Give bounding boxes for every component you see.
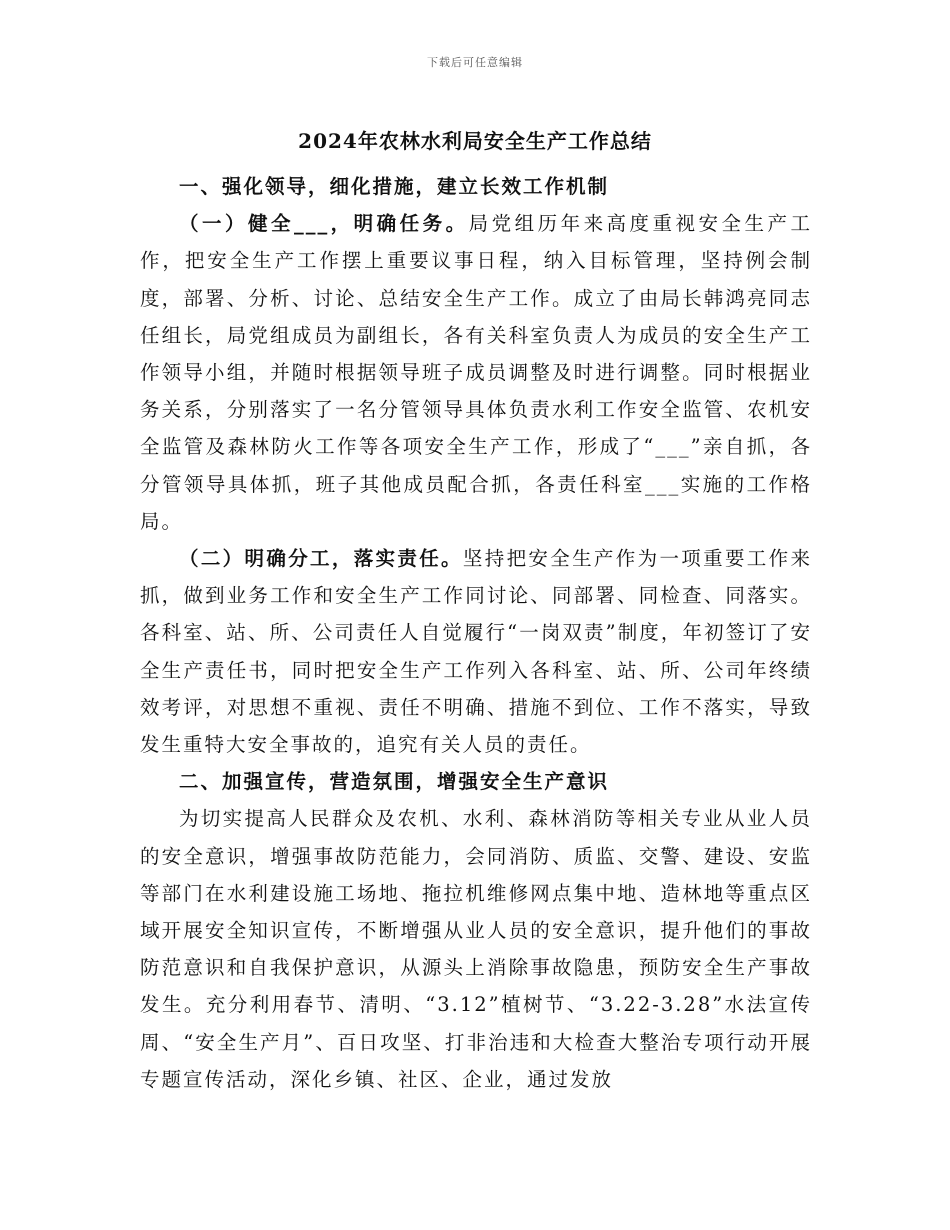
- document-body: [140, 168, 812, 1098]
- page-header-note: 下载后可任意编辑: [427, 56, 523, 69]
- paragraph-text: 局党组历年来高度重视安全生产工作，把安全生产工作摆上重要议事日程，纳入目标管理，坚持例会制度，部署、分析、讨论、总结安全生产工作。成立了由局长韩鸿亮同志任组长，局党组成员为副组长，各有关科室负责人为成员的安全生产工作领导小组，并随时根据领导班子成员调整及时进行调整。同时根据业务关系，分别落实了一名分管领导具体负责水利工作安全监管、农机安全监管及森林防火工作等各项安全生产工作，形成了“___”亲自抓，各分管领导具体抓，班子其他成员配合抓，各责任科室___实施的工作格局。: [140, 212, 812, 533]
- paragraph-text: 坚持把安全生产作为一项重要工作来抓，做到业务工作和安全生产工作同讨论、同部署、同检查、同落实。各科室、站、所、公司责任人自觉履行“一岗双责”制度，年初签订了安全生产责任书，同时把安全生产工作列入各科室、站、所、公司年终绩效考评，对思想不重视、责任不明确、措施不到位、工作不落实，导致发生重特大安全事故的，追究有关人员的责任。: [140, 547, 812, 757]
- paragraph-lead: （二）明确分工，落实责任。: [179, 547, 463, 571]
- document-title: 2024年农林水利局安全生产工作总结: [298, 129, 652, 153]
- section-1-paragraph-1: [140, 205, 812, 540]
- section-1-paragraph-2: [140, 540, 812, 763]
- section-2-paragraph-1: 为切实提高人民群众及农机、水利、森林消防等相关专业从业人员的安全意识，增强事故防范能力，会同消防、质监、交警、建设、安监等部门在水利建设施工场地、拖拉机维修网点集中地、造林地等重点区域开展安全知识宣传，不断增强从业人员的安全意识，提升他们的事故防范意识和自我保护意识，从源头上消除事故隐患，预防安全生产事故发生。充分利用春节、清明、“3.12”植树节、“3.22-3.28”水法宣传周、“安全生产月”、百日攻坚、打非治违和大检查大整治专项行动开展专题宣传活动，深化乡镇、社区、企业，通过发放: [140, 807, 812, 1091]
- section-1-heading: 一、强化领导，细化措施，建立长效工作机制: [179, 175, 610, 198]
- paragraph-lead: （一）健全___，明确任务。: [179, 212, 469, 236]
- section-2-heading: 二、加强宣传，营造氛围，增强安全生产意识: [179, 770, 610, 794]
